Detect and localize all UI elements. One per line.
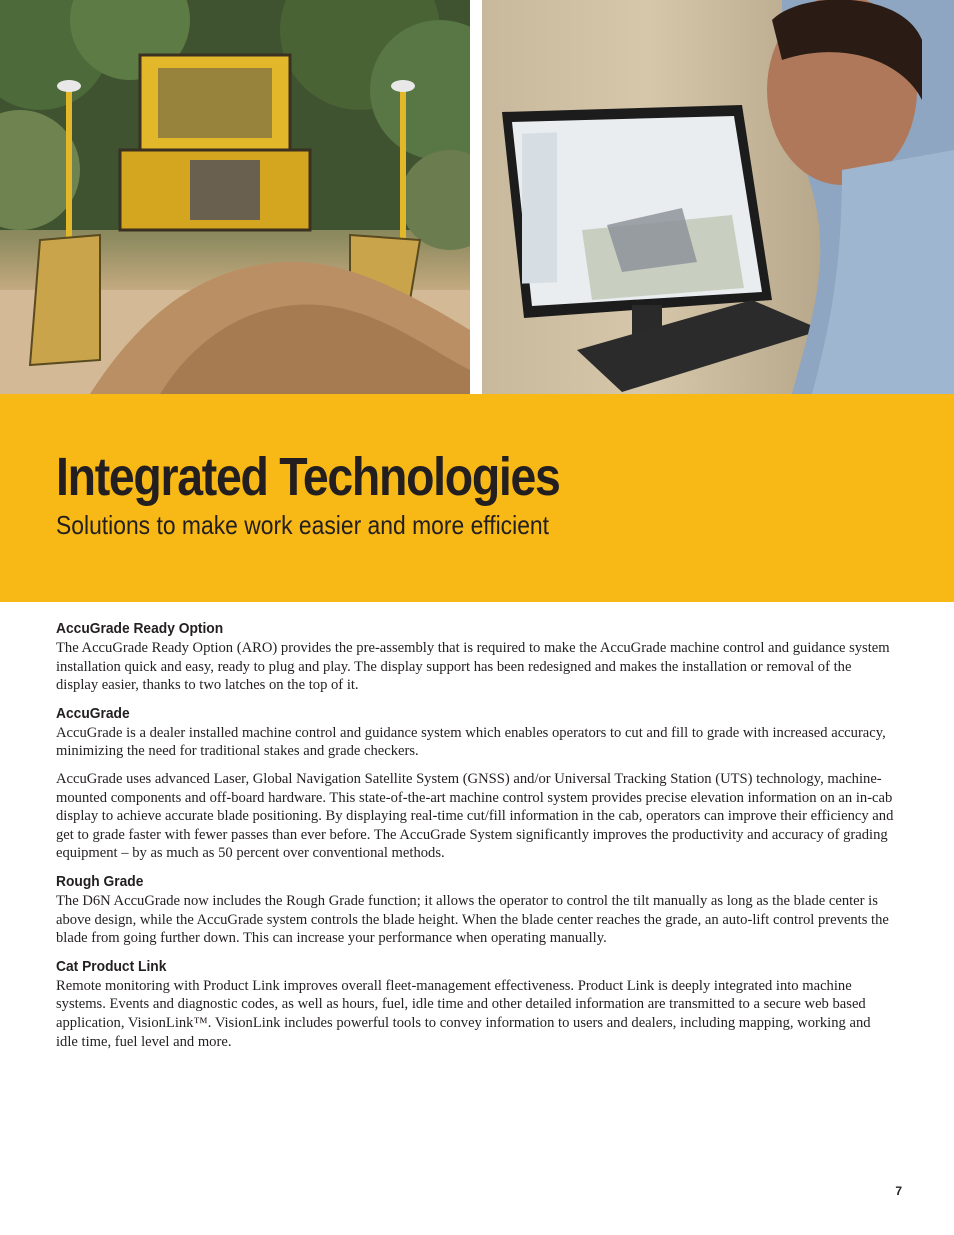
photo-divider (470, 0, 482, 394)
section-heading-cat-product-link: Cat Product Link (56, 957, 167, 975)
title-banner (0, 394, 954, 602)
dozer-with-gnss-receivers-icon (0, 0, 470, 394)
office-monitor-map-icon (482, 0, 954, 394)
page-subtitle: Solutions to make work easier and more efficient (56, 510, 550, 540)
paragraph: AccuGrade uses advanced Laser, Global Navigation Satellite System (GNSS) and/or Universal Tracking Station (UTS) technology, machine-mounted components and off-board hardware. This state-of-the-art machine control system provides precise elevation information on an in-cab display to achieve accurate blade positioning. By displaying real-time cut/fill information in the cab, operators can improve their efficiency and get to grade faster with fewer passes than ever before. The AccuGrade System significantly improves the productivity and accuracy of grading equipment – by as much as 50 percent over conventional methods. (56, 770, 894, 862)
dozer-photo (0, 0, 470, 394)
section-heading-accugrade: AccuGrade (56, 704, 130, 722)
office-photo (482, 0, 954, 394)
paragraph: The AccuGrade Ready Option (ARO) provides the pre-assembly that is required to make the AccuGrade machine control and guidance system installation quick and easy, ready to plug and play. The display support has been redesigned and makes the installation or removal of the display easier, thanks to two latches on the top of it. (56, 640, 890, 694)
paragraph: AccuGrade is a dealer installed machine control and guidance system which enables operators to cut and fill to grade with increased accuracy, minimizing the need for traditional stakes and grade checkers. (56, 724, 886, 760)
page-title: Integrated Technologies (56, 447, 560, 507)
paragraph: Remote monitoring with Product Link improves overall fleet-management effectiveness. Product Link is deeply integrated into machine systems. Events and diagnostic codes, as well as hours, fuel, idle time and other detailed information are transmitted to a secure web based application, VisionLink™. VisionLink includes powerful tools to convey information to users and dealers, including mapping, working and idle time, fuel level and more. (56, 977, 871, 1050)
section-heading-rough-grade: Rough Grade (56, 872, 144, 890)
paragraph: The D6N AccuGrade now includes the Rough Grade function; it allows the operator to control the tilt manually as long as the blade center is above design, while the AccuGrade system controls the blade height. When the blade center reaches the grade, an auto-lift control prevents the blade from going further down. This can increase your performance when operating manually. (56, 892, 889, 947)
section-heading-accugrade-ready-option: AccuGrade Ready Option (56, 620, 224, 637)
page-number: 7 (895, 1184, 902, 1198)
body-content (56, 620, 896, 1060)
